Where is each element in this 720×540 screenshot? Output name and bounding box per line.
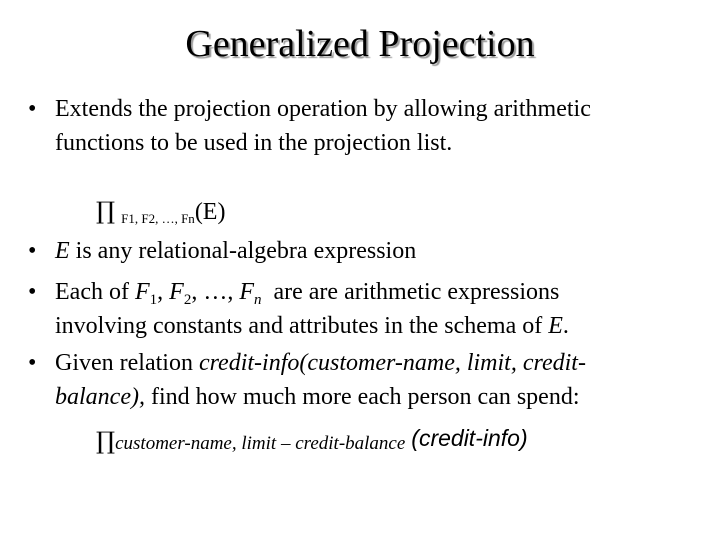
bullet-4-line-1: [55, 350, 586, 377]
comma-1: ,: [157, 279, 170, 305]
bullet-4-rest: find how much more each person can spend:: [144, 384, 580, 410]
projection-argument: (E): [194, 199, 226, 225]
projection-subscript: F1, F2, …, Fn: [121, 211, 195, 226]
relation-schema-part-2: balance),: [55, 384, 145, 410]
f2-var: F: [169, 279, 184, 305]
projection-formula-credit: [96, 425, 528, 456]
expression-var: E: [55, 238, 70, 264]
pi-symbol: ∏: [96, 197, 116, 225]
bullet-4-marker: •: [28, 350, 37, 376]
period: .: [562, 313, 569, 339]
bullet-2-marker: •: [28, 238, 37, 264]
bullet-1-line-2: functions to be used in the projection list.: [55, 130, 453, 156]
bullet-3-line-1: [55, 279, 559, 309]
fn-sub: n: [253, 292, 262, 308]
bullet-2-text: is any relational-algebra expression: [75, 238, 417, 264]
slide-title: Generalized Projection: [185, 23, 535, 65]
projection-formula-generic: [96, 197, 225, 227]
f2-sub: 2: [183, 292, 192, 308]
bullet-3-line-2: [55, 313, 569, 340]
comma-2: , …,: [191, 279, 240, 305]
bullet-3-lead: Each of: [55, 279, 135, 305]
projection-subscript-2: customer-name, limit – credit-balance: [115, 433, 406, 454]
bullet-4-line-2: [55, 384, 580, 411]
bullet-1-line-1: Extends the projection operation by allowing arithmetic: [55, 96, 591, 122]
relation-schema-part-1: credit-info(customer-name, limit, credit-: [198, 350, 586, 376]
fn-var: F: [239, 279, 254, 305]
bullet-3-marker: •: [28, 279, 37, 305]
bullet-4-lead: Given relation: [55, 350, 199, 376]
bullet-2-line: [55, 238, 416, 265]
bullet-3-rest: are are arithmetic expressions: [273, 279, 560, 305]
bullet-1-marker: •: [28, 96, 37, 122]
f1-sub: 1: [149, 292, 158, 308]
pi-symbol-2: ∏: [96, 427, 116, 455]
bullet-3-line-2-text: involving constants and attributes in the schema of: [55, 313, 549, 339]
f1-var: F: [134, 279, 150, 305]
projection-argument-2: (credit-info): [411, 425, 528, 451]
schema-var: E: [548, 313, 563, 339]
